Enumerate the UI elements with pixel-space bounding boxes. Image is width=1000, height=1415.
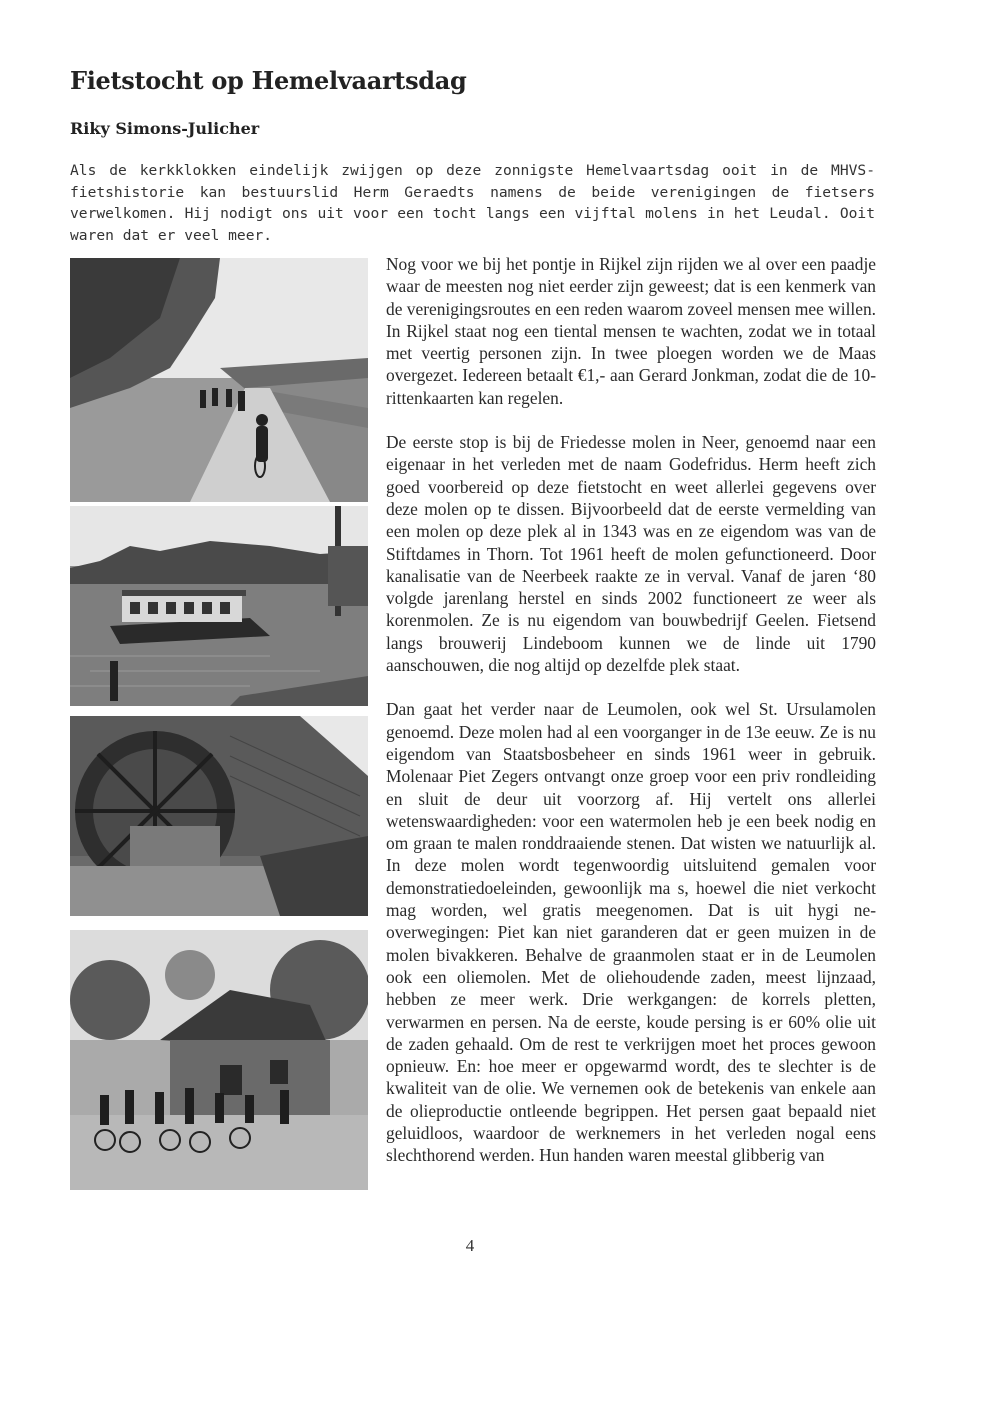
mill-cyclists-image <box>70 930 368 1190</box>
photo-watermill-wheel <box>70 716 368 916</box>
photo-ferry-on-river <box>70 506 368 706</box>
article-author: Riky Simons-Julicher <box>70 119 260 138</box>
body-paragraph: De eerste stop is bij de Friedesse molen in Neer, genoemd naar een eigenaar in het verleden met de naam Godefridus. Herm heeft zich goed voorbereid op deze fietstocht en weet allerlei gegevens over deze molen op te dissen. Bijvoorbeeld dat de eerste vermelding van een molen op deze plek al in 1343 was en ze eigendom was van de Stiftdames in Thorn. Tot 1961 heeft de molen gefunctioneerd. Door kanalisatie van de Neerbeek raakte ze in verval. Vanaf de jaren ‘80 volgde jarenlang herstel en sinds 2002 functioneert ze weer als korenmolen. Ze is nu eigendom van bouwbedrijf Geelen. Fietsend langs brouwerij Lindeboom kunnen we de linde uit 1790 aanschouwen, die nog altijd op dezelfde plek staat. <box>386 432 876 676</box>
photo-mill-with-cyclists <box>70 930 368 1190</box>
article-body <box>386 253 876 1189</box>
body-paragraph: Dan gaat het verder naar de Leumolen, ook wel St. Ursulamolen genoemd. Deze molen had al een voorganger in de 13e eeuw. Ze is nu eigendom van Staatsbosbeheer en sinds 1961 weer in gebruik. Molenaar Piet Zegers ontvangt onze groep voor een priv rondleiding en sluit de deur uit voorzorg af. Hij vertelt ons allerlei wetenswaardigheden: voor een watermolen heb je een beek nodig en om graan te malen ronddraaiende stenen. Dat wisten we natuurlijk al. In deze molen wordt tegenwoordig uitsluitend gemalen voor demonstratiedoeleinden, gewoonlijk ma s, hoewel die niet verkocht mag worden, wel gratis meegenomen. Dat is uit hygi ne-overwegingen: Piet kan niet garanderen dat er geen muizen in de molen bivakkeren. Behalve de graanmolen staat er in de Leumolen ook een oliemolen. Met de oliehoudende zaden, meest lijnzaad, hebben ze meer werk. Drie werkgangen: de korrels pletten, verwarmen en persen. Na de eerste, koude persing is er 60% olie uit de zaden gehaald. Om de rest te verkrijgen moet het proces gewoon opnieuw. En: hoe meer er opgewarmd wordt, des te slechter is de kwaliteit van de olie. We vernemen ook de betekenis van enkele aan de olieproductie ontleende begrippen. Het persen gaat bepaald niet geluidloos, waardoor de werknemers in het verleden nogal eens slechthorend werden. Hun handen waren meestal glibberig van <box>386 699 876 1166</box>
body-paragraph: Nog voor we bij het pontje in Rijkel zijn rijden we al over een paadje waar de meesten nog niet eerder zijn geweest; dat is een kenmerk van de verenigingsroutes en een reden waarom zoveel mensen mee willen. In Rijkel staat nog een tiental mensen te wachten, zodat we in totaal met veertig personen zijn. In twee ploegen worden we de Maas overgezet. Iedereen betaalt €1,- aan Gerard Jonkman, zodat die de 10-rittenkaarten kan regelen. <box>386 254 876 408</box>
article-title: Fietstocht op Hemelvaartsdag <box>70 66 467 95</box>
cyclists-image <box>70 258 368 502</box>
ferry-image <box>70 506 368 706</box>
page-number: 4 <box>465 1236 475 1255</box>
article-intro: Als de kerkklokken eindelijk zwijgen op deze zonnigste Hemelvaartsdag ooit in de MHVS-fietshistorie kan bestuurslid Herm Geraedts namens de beide verenigingen de fietsers verwelkomen. Hij nodigt ons uit voor een tocht langs een vijftal molens in het Leudal. Ooit waren dat er veel meer. <box>70 162 875 245</box>
photo-cyclists-on-path <box>70 258 368 502</box>
watermill-image <box>70 716 368 916</box>
